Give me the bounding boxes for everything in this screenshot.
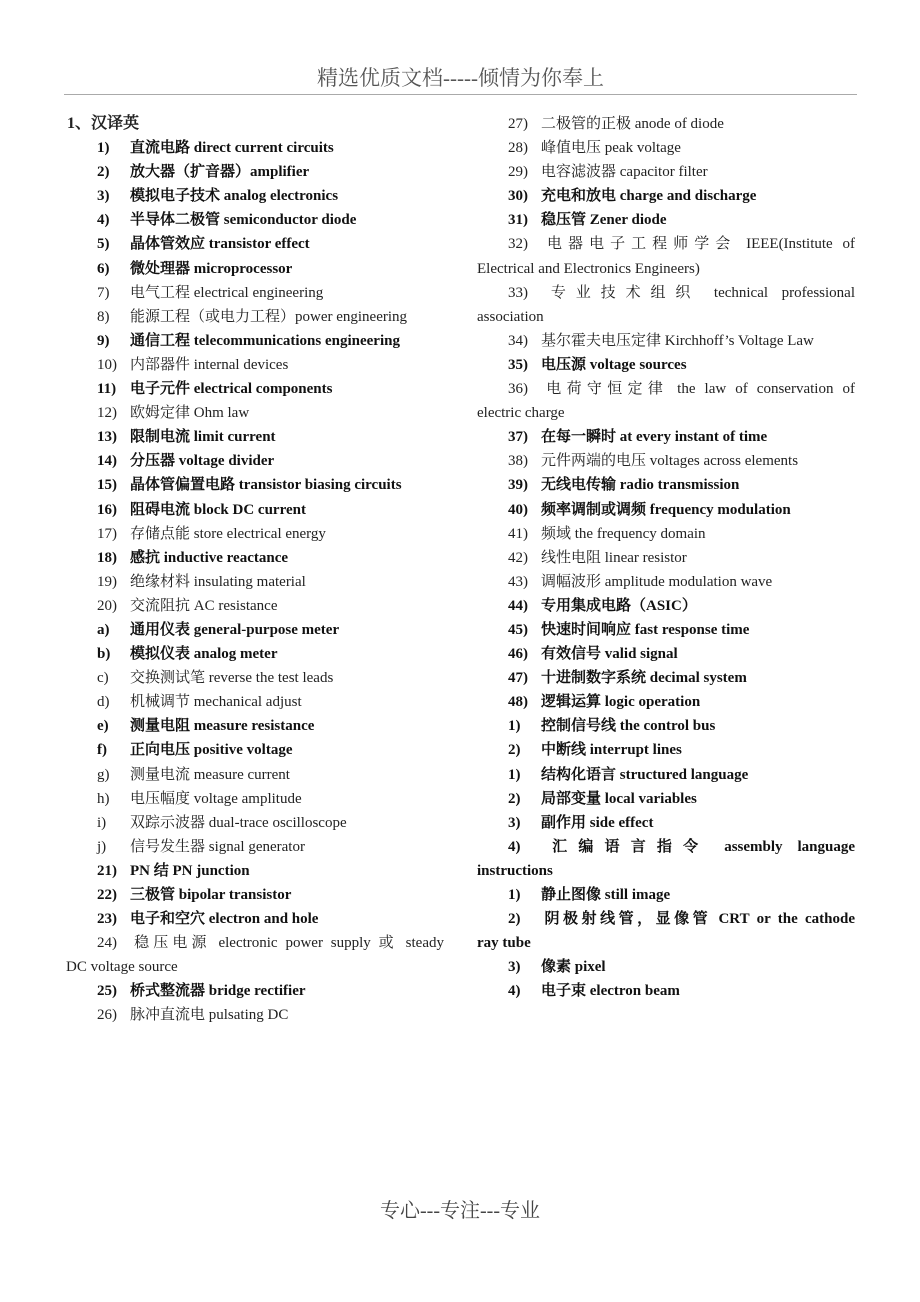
term-item	[66, 208, 444, 232]
item-text: 线性电阻 linear resistor	[541, 549, 687, 566]
item-text: 晶体管偏置电路 transistor biasing circuits	[130, 477, 402, 494]
item-number: 4)	[97, 212, 110, 229]
item-text: 直流电路 direct current circuits	[130, 140, 334, 157]
item-number: h)	[97, 790, 110, 807]
section-title: 1、汉译英	[67, 115, 140, 132]
item-number: 17)	[97, 525, 117, 542]
term-item	[66, 160, 444, 184]
term-item	[477, 473, 855, 497]
item-text: 感抗 inductive reactance	[130, 549, 289, 566]
item-text: 微处理器 microprocessor	[130, 260, 293, 277]
item-number: 33)	[508, 284, 528, 301]
item-number: 1)	[508, 766, 521, 783]
item-number: 32)	[508, 236, 528, 253]
term-item	[477, 714, 855, 738]
term-item	[477, 594, 855, 618]
item-number: 9)	[97, 332, 110, 349]
term-item	[66, 257, 444, 281]
item-text: 充电和放电 charge and discharge	[541, 188, 757, 205]
term-item	[66, 281, 444, 305]
item-text: PN 结 PN junction	[130, 862, 250, 879]
item-number: 11)	[97, 381, 117, 398]
term-item	[477, 883, 855, 907]
item-text: 无线电传输 radio transmission	[541, 477, 740, 494]
item-text: 测量电流 measure current	[130, 766, 290, 783]
term-item	[66, 714, 444, 738]
item-text: 正向电压 positive voltage	[130, 742, 293, 759]
item-number: 31)	[508, 212, 528, 229]
term-item	[477, 738, 855, 762]
item-text: 电荷守恒定律 the law of conservation of	[541, 381, 855, 398]
page-footer: 专心---专注---专业	[380, 1200, 540, 1222]
item-text: 元件两端的电压 voltages across elements	[541, 453, 799, 470]
item-number: 23)	[97, 911, 117, 928]
item-number: 41)	[508, 525, 528, 542]
term-item	[477, 835, 855, 883]
item-number: 30)	[508, 188, 528, 205]
left-term-list	[66, 136, 444, 1027]
item-number: 1)	[508, 887, 521, 903]
term-item	[66, 522, 444, 546]
item-text: 能源工程（或电力工程）power engineering	[130, 308, 408, 325]
term-item	[477, 377, 855, 425]
item-text: 专业技术组织 technical professional	[541, 284, 855, 301]
item-number: 2)	[97, 164, 110, 181]
item-text-continued: DC voltage source	[66, 959, 178, 976]
item-number: 3)	[97, 188, 110, 205]
item-number: 29)	[508, 164, 528, 181]
item-text-continued: instructions	[477, 862, 553, 879]
item-text: 基尔霍夫电压定律 Kirchhoff’s Voltage Law	[541, 332, 814, 349]
term-item	[66, 498, 444, 522]
item-text: 电子元件 electrical components	[130, 381, 333, 398]
term-item	[477, 907, 855, 955]
item-text: 逻辑运算 logic operation	[541, 694, 701, 711]
term-item	[477, 281, 855, 329]
item-text: 局部变量 local variables	[541, 790, 697, 807]
term-item	[66, 738, 444, 762]
item-text: 电压幅度 voltage amplitude	[130, 790, 302, 807]
item-number: e)	[97, 718, 109, 735]
item-text: 稳压管 Zener diode	[541, 212, 667, 229]
item-number: 37)	[508, 429, 528, 446]
item-text: 二极管的正极 anode of diode	[541, 116, 724, 132]
term-item	[66, 811, 444, 835]
item-text: 十进制数字系统 decimal system	[541, 670, 747, 687]
term-item	[477, 570, 855, 594]
item-number: 42)	[508, 549, 528, 566]
term-item	[477, 136, 855, 160]
term-item	[477, 618, 855, 642]
item-text: 机械调节 mechanical adjust	[130, 694, 302, 711]
page-header: 精选优质文档-----倾情为你奉上	[317, 66, 604, 90]
item-text: 电容滤波器 capacitor filter	[541, 164, 708, 181]
term-item	[66, 859, 444, 883]
item-text: 电子和空穴 electron and hole	[130, 911, 319, 928]
item-text: 脉冲直流电 pulsating DC	[130, 1007, 289, 1024]
term-item	[66, 401, 444, 425]
term-item	[477, 449, 855, 473]
item-number: 8)	[97, 308, 110, 325]
item-text: 快速时间响应 fast response time	[541, 621, 750, 638]
item-text: 三极管 bipolar transistor	[130, 887, 292, 903]
item-number: 13)	[97, 429, 117, 446]
item-text: 欧姆定律 Ohm law	[130, 405, 250, 422]
term-item	[477, 232, 855, 280]
item-text: 结构化语言 structured language	[541, 766, 749, 783]
term-item	[477, 160, 855, 184]
item-number: f)	[97, 742, 107, 759]
term-item	[66, 377, 444, 401]
item-number: 39)	[508, 477, 528, 494]
item-text: 汇编语言指令 assembly language	[541, 838, 855, 855]
item-text: 电子束 electron beam	[541, 983, 680, 1000]
term-item	[477, 353, 855, 377]
term-item	[477, 329, 855, 353]
item-text-continued: Electrical and Electronics Engineers)	[477, 260, 700, 277]
term-item	[477, 546, 855, 570]
item-text: 分压器 voltage divider	[130, 453, 275, 470]
item-number: 40)	[508, 501, 528, 518]
term-item	[477, 979, 855, 1003]
item-text: 交流阻抗 AC resistance	[130, 597, 278, 614]
item-text: 频率调制或调频 frequency modulation	[541, 501, 791, 518]
item-text: 调幅波形 amplitude modulation wave	[541, 573, 773, 590]
term-item	[477, 690, 855, 714]
item-text: 交换测试笔 reverse the test leads	[130, 670, 334, 687]
term-item	[66, 618, 444, 642]
item-text: 频域 the frequency domain	[541, 525, 706, 542]
item-number: 20)	[97, 597, 117, 614]
item-number: 26)	[97, 1007, 117, 1024]
item-number: 10)	[97, 356, 117, 373]
term-item	[66, 546, 444, 570]
item-number: 48)	[508, 694, 528, 711]
item-number: 19)	[97, 573, 117, 590]
item-text: 阻碍电流 block DC current	[130, 501, 306, 518]
item-number: 14)	[97, 453, 117, 470]
term-item	[66, 473, 444, 497]
item-text: 电气工程 electrical engineering	[130, 284, 324, 301]
term-item	[66, 1003, 444, 1027]
term-item	[66, 907, 444, 931]
item-number: 1)	[97, 140, 110, 157]
item-text: 静止图像 still image	[541, 887, 671, 903]
term-item	[66, 642, 444, 666]
term-item	[66, 835, 444, 859]
term-item	[477, 425, 855, 449]
left-column	[66, 112, 444, 1028]
item-number: 18)	[97, 549, 117, 566]
item-text: 双踪示波器 dual-trace oscilloscope	[130, 814, 347, 831]
term-item	[477, 763, 855, 787]
item-number: 43)	[508, 573, 528, 590]
item-number: 44)	[508, 597, 528, 614]
item-number: 47)	[508, 670, 528, 687]
item-number: 6)	[97, 260, 110, 277]
term-item	[66, 763, 444, 787]
item-number: 21)	[97, 862, 117, 879]
item-text-continued: electric charge	[477, 405, 565, 422]
item-text: 限制电流 limit current	[130, 429, 276, 446]
term-item	[66, 690, 444, 714]
item-text: 稳压电源 electronic power supply 或 steady	[130, 935, 444, 952]
item-number: b)	[97, 646, 111, 663]
term-item	[66, 184, 444, 208]
term-item	[66, 931, 444, 979]
term-item	[477, 955, 855, 979]
item-number: 4)	[508, 838, 521, 855]
item-number: a)	[97, 621, 110, 638]
term-item	[66, 449, 444, 473]
item-number: 22)	[97, 887, 117, 903]
item-text: 模拟仪表 analog meter	[130, 646, 278, 663]
term-item	[477, 811, 855, 835]
term-item	[477, 184, 855, 208]
item-number: 24)	[97, 935, 117, 952]
item-text: 通用仪表 general-purpose meter	[130, 621, 340, 638]
term-item	[66, 305, 444, 329]
item-number: 15)	[97, 477, 117, 494]
item-number: 7)	[97, 284, 110, 301]
term-item	[477, 642, 855, 666]
item-text: 内部器件 internal devices	[130, 356, 289, 373]
item-text: 电压源 voltage sources	[541, 356, 687, 373]
item-number: 16)	[97, 501, 117, 518]
term-item	[66, 787, 444, 811]
item-text: 在每一瞬时 at every instant of time	[541, 429, 768, 446]
item-text: 存储点能 store electrical energy	[130, 525, 326, 542]
term-item	[477, 787, 855, 811]
item-number: 2)	[508, 790, 521, 807]
item-number: j)	[97, 838, 107, 855]
item-text: 电器电子工程师学会 IEEE(Institute of	[541, 236, 855, 253]
item-text: 副作用 side effect	[541, 814, 654, 831]
item-number: 46)	[508, 646, 528, 663]
item-number: 12)	[97, 405, 117, 422]
item-text: 绝缘材料 insulating material	[130, 573, 306, 590]
item-number: 38)	[508, 453, 528, 470]
term-item	[66, 883, 444, 907]
item-text-continued: ray tube	[477, 935, 531, 952]
item-number: 2)	[508, 911, 521, 928]
right-term-list	[477, 112, 855, 1003]
term-item	[66, 666, 444, 690]
item-text: 像素 pixel	[541, 959, 606, 976]
item-text: 控制信号线 the control bus	[541, 718, 716, 735]
term-item	[66, 570, 444, 594]
item-number: c)	[97, 670, 109, 687]
item-text: 模拟电子技术 analog electronics	[130, 188, 339, 205]
term-item	[477, 522, 855, 546]
item-number: 36)	[508, 381, 528, 398]
item-text: 晶体管效应 transistor effect	[130, 236, 310, 253]
term-item	[66, 425, 444, 449]
item-number: d)	[97, 694, 110, 711]
term-item	[66, 353, 444, 377]
item-text: 专用集成电路（ASIC）	[541, 597, 697, 614]
term-item	[477, 666, 855, 690]
item-text: 有效信号 valid signal	[541, 646, 678, 663]
item-number: 28)	[508, 140, 528, 157]
header-divider	[64, 94, 857, 95]
item-text: 峰值电压 peak voltage	[541, 140, 681, 157]
term-item	[477, 208, 855, 232]
term-item	[66, 232, 444, 256]
item-text-continued: association	[477, 308, 544, 325]
item-text: 放大器（扩音器）amplifier	[130, 164, 310, 181]
item-number: 3)	[508, 959, 521, 976]
term-item	[66, 594, 444, 618]
item-number: 5)	[97, 236, 110, 253]
term-item	[477, 112, 855, 136]
item-number: 2)	[508, 742, 521, 759]
item-number: 45)	[508, 621, 528, 638]
item-text: 通信工程 telecommunications engineering	[130, 332, 400, 349]
term-item	[66, 979, 444, 1003]
right-column	[477, 112, 855, 1003]
item-number: 35)	[508, 356, 528, 373]
item-text: 半导体二极管 semiconductor diode	[130, 212, 357, 229]
item-number: 27)	[508, 116, 528, 132]
item-text: 信号发生器 signal generator	[130, 838, 305, 855]
item-number: i)	[97, 814, 107, 831]
term-item	[66, 329, 444, 353]
item-text: 测量电阻 measure resistance	[130, 718, 315, 735]
item-number: 1)	[508, 718, 521, 735]
item-text: 阴极射线管，显像管 CRT or the cathode	[541, 911, 855, 928]
item-number: 34)	[508, 332, 528, 349]
item-text: 桥式整流器 bridge rectifier	[130, 983, 306, 1000]
item-number: 4)	[508, 983, 521, 1000]
item-text: 中断线 interrupt lines	[541, 742, 682, 759]
term-item	[477, 498, 855, 522]
item-number: g)	[97, 766, 110, 783]
item-number: 3)	[508, 814, 521, 831]
item-number: 25)	[97, 983, 117, 1000]
term-item	[66, 136, 444, 160]
